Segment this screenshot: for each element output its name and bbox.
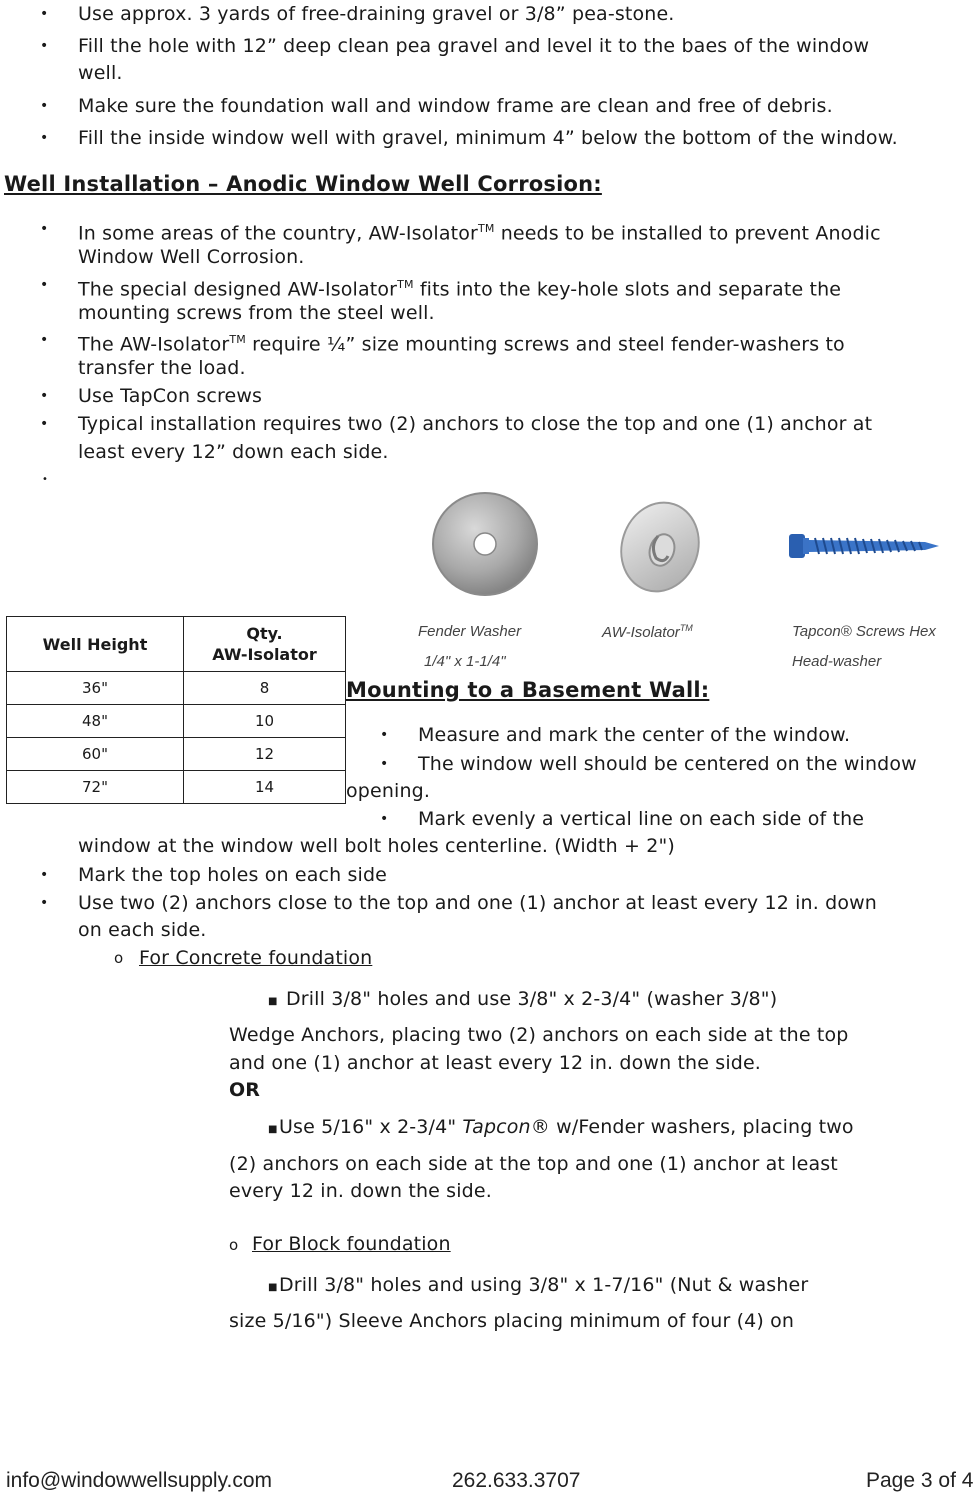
text-line: Use TapCon screws bbox=[78, 385, 263, 407]
text-line: Use 5/16" x 2-3/4" Tapcon® w/Fender washers, placing two bbox=[279, 1116, 854, 1138]
text-line: Use approx. 3 yards of free-draining gravel or 3/8” pea-stone. bbox=[78, 3, 675, 25]
bullet: ■ bbox=[268, 996, 278, 1007]
isolator-quantity-table bbox=[6, 616, 346, 804]
text-line: Use two (2) anchors close to the top and one (1) anchor at least every 12 in. down bbox=[78, 892, 877, 914]
bullet: • bbox=[42, 474, 48, 485]
section-heading-mounting: Mounting to a Basement Wall: bbox=[346, 678, 710, 702]
footer-page-number: Page 3 of 4 bbox=[866, 1469, 973, 1492]
bullet: • bbox=[40, 277, 49, 293]
or-label: OR bbox=[229, 1079, 261, 1101]
text-line: transfer the load. bbox=[78, 357, 246, 379]
cell-height: 36" bbox=[7, 672, 184, 705]
cell-height: 72" bbox=[7, 771, 184, 804]
circle-bullet: o bbox=[114, 949, 124, 967]
text-line: Wedge Anchors, placing two (2) anchors on each side at the top bbox=[229, 1024, 849, 1046]
bullet: • bbox=[40, 388, 49, 404]
text-line: Fill the inside window well with gravel, minimum 4” below the bottom of the window. bbox=[78, 127, 898, 149]
text-line: In some areas of the country, AW-Isolator™ needs to be installed to prevent Anodic bbox=[78, 222, 881, 245]
text-line: Typical installation requires two (2) anchors to close the top and one (1) anchor at bbox=[78, 413, 873, 435]
text-line: Mark evenly a vertical line on each side of the bbox=[418, 808, 865, 830]
text-line: mounting screws from the steel well. bbox=[78, 302, 435, 324]
caption-aw-isolator: AW-Isolator™ bbox=[602, 623, 693, 641]
header-well-height: Well Height bbox=[7, 617, 184, 672]
caption-fender-washer: Fender Washer bbox=[418, 623, 522, 640]
caption-tapcon-head: Head-washer bbox=[792, 653, 882, 670]
footer-email: info@windowwellsupply.com bbox=[6, 1469, 273, 1492]
bullet: • bbox=[40, 416, 49, 432]
table-row bbox=[7, 672, 346, 705]
bullet: • bbox=[380, 727, 389, 743]
text-line: opening. bbox=[346, 780, 431, 802]
text-line: least every 12” down each side. bbox=[78, 441, 389, 463]
bullet: • bbox=[40, 332, 49, 348]
bullet: • bbox=[380, 756, 389, 772]
aw-isolator-image bbox=[618, 500, 702, 594]
bullet: • bbox=[380, 811, 389, 827]
cell-height: 48" bbox=[7, 705, 184, 738]
cell-qty: 8 bbox=[184, 672, 346, 705]
fender-washer-image bbox=[428, 488, 542, 598]
text-line: Window Well Corrosion. bbox=[78, 246, 305, 268]
table-row bbox=[7, 705, 346, 738]
section-heading-anodic: Well Installation – Anodic Window Well Corrosion: bbox=[4, 172, 602, 196]
cell-height: 60" bbox=[7, 738, 184, 771]
caption-tapcon: Tapcon® Screws Hex bbox=[792, 623, 936, 640]
caption-fender-washer-size: 1/4" x 1-1/4" bbox=[424, 653, 506, 670]
bullet: • bbox=[40, 895, 49, 911]
text-line: on each side. bbox=[78, 919, 207, 941]
footer-phone: 262.633.3707 bbox=[452, 1469, 581, 1492]
text-line: every 12 in. down the side. bbox=[229, 1180, 492, 1202]
block-foundation-heading: For Block foundation bbox=[252, 1233, 451, 1255]
bullet: ■ bbox=[268, 1124, 278, 1135]
header-qty: Qty. AW-Isolator bbox=[184, 617, 346, 672]
text-line: The special designed AW-Isolator™ fits into the key-hole slots and separate the bbox=[78, 278, 842, 301]
bullet: • bbox=[40, 221, 49, 237]
cell-qty: 12 bbox=[184, 738, 346, 771]
text-line: well. bbox=[78, 62, 123, 84]
circle-bullet: o bbox=[229, 1236, 239, 1254]
text-line: (2) anchors on each side at the top and one (1) anchor at least bbox=[229, 1153, 838, 1175]
bullet: • bbox=[40, 98, 49, 114]
text-line: Measure and mark the center of the window. bbox=[418, 724, 851, 746]
text-line: Mark the top holes on each side bbox=[78, 864, 388, 886]
text-line: Drill 3/8" holes and using 3/8" x 1-7/16" (Nut & washer bbox=[279, 1274, 809, 1296]
cell-qty: 10 bbox=[184, 705, 346, 738]
bullet: • bbox=[40, 867, 49, 883]
text-line: Drill 3/8" holes and use 3/8" x 2-3/4" (washer 3/8") bbox=[286, 988, 778, 1010]
table-header-row bbox=[7, 617, 346, 672]
text-line: size 5/16") Sleeve Anchors placing minimum of four (4) on bbox=[229, 1310, 795, 1332]
tapcon-screw-image bbox=[785, 526, 943, 566]
bullet: • bbox=[40, 6, 49, 22]
table-row bbox=[7, 771, 346, 804]
text-line: Fill the hole with 12” deep clean pea gravel and level it to the baes of the window bbox=[78, 35, 870, 57]
text-line: and one (1) anchor at least every 12 in. down the side. bbox=[229, 1052, 761, 1074]
bullet: ■ bbox=[268, 1282, 278, 1293]
text-line: window at the window well bolt holes centerline. (Width + 2") bbox=[78, 835, 675, 857]
text-line: Make sure the foundation wall and window frame are clean and free of debris. bbox=[78, 95, 833, 117]
text-line: The window well should be centered on the window bbox=[418, 753, 917, 775]
cell-qty: 14 bbox=[184, 771, 346, 804]
bullet: • bbox=[40, 130, 49, 146]
table-row bbox=[7, 738, 346, 771]
text-line: The AW-Isolator™ require ¼” size mounting screws and steel fender-washers to bbox=[78, 333, 845, 356]
bullet: • bbox=[40, 38, 49, 54]
concrete-foundation-heading: For Concrete foundation bbox=[139, 947, 373, 969]
